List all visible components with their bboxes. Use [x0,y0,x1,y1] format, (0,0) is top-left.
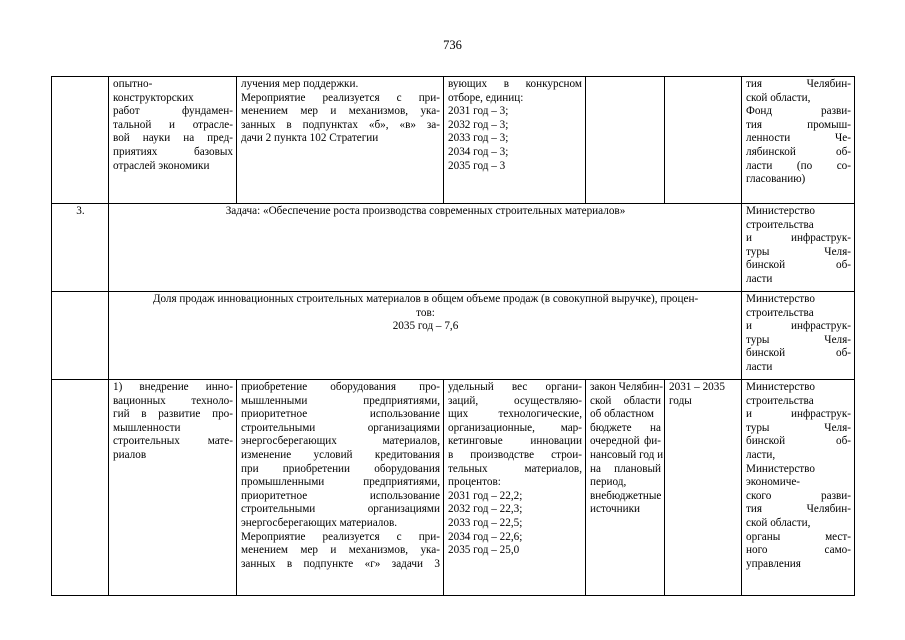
text-line: энергосберегающих материалов, [241,435,440,448]
cell-number [52,380,109,596]
text-line: риалов [113,448,147,461]
text-line: органы мест- [746,530,851,543]
text-line: Министерство [746,293,815,305]
text-line: об областном [590,408,654,421]
text-line: работ фундамен- [113,105,233,118]
text-line: приоритетное использование [241,408,440,421]
cell-funding [586,380,665,596]
text-line: мышленными предприятиями, [241,394,440,407]
cell-funding [586,77,665,204]
text-line: тия Челябин- [746,78,851,90]
text-line: занных в подпунктах «б», «в» за- [241,118,440,131]
cell-responsible [742,380,855,596]
cell-name [109,77,237,204]
text-line: мышленности [113,421,181,434]
text-line: вующих в конкурсном [448,78,582,90]
text-line: туры Челя- [746,333,851,346]
text-line: туры Челя- [746,245,851,258]
text-line: ласти, [746,448,776,461]
text-line: приоритетное использование [241,489,440,502]
text-line: ленности Че- [746,132,851,145]
text-line: заций, осуществляю- [448,394,582,407]
text-line: строительными организациями [241,503,440,516]
text-line: щих технологические, [448,408,582,421]
cell-responsible [742,292,855,380]
text-line: кетинговые инновации [448,435,582,448]
table-row [52,292,855,380]
text-line: менением мер и механизмов, ука- [241,105,440,118]
text-line: бинской об- [746,347,851,360]
text-line: лябинской об- [746,145,851,158]
text-line: опытно- [113,78,153,90]
text-line: бинской об- [746,259,851,272]
target-indicator [109,292,742,380]
text-line: ласти [746,272,773,285]
text-line: закон Челябин- [590,381,663,393]
text-line: энергосберегающих материалов. [241,516,398,529]
task-heading: Задача: «Обеспечение роста производства современных строительных материалов» [109,204,742,292]
text-line: Фонд разви- [746,105,851,118]
text-line: 2032 год – 22,3; [448,503,523,516]
text-line: очередной фи- [590,435,661,448]
text-line: 2032 год – 3; [448,118,509,131]
cell-measures [237,380,444,596]
text-line: 2031 год – 3; [448,105,509,118]
text-line: удельный вес органи- [448,381,582,393]
text-line: отборе, единиц: [448,91,524,104]
text-line: Министерство [746,381,815,393]
text-line: отраслей экономики [113,159,210,172]
text-line: источники [590,503,641,516]
table-row [52,204,855,292]
text-line: тальной и отрасле- [113,118,233,131]
text-line: лучения мер поддержки. [241,78,359,90]
cell-responsible [742,204,855,292]
cell-number: 3. [52,204,109,292]
text-line: 2031 год – 22,2; [448,489,523,502]
text-line: конструкторских [113,91,194,104]
text-line: ного само- [746,544,851,557]
text-line: тов: [416,306,435,319]
cell-term: 2031 – 2035 годы [665,380,742,596]
text-line: изменение условий кредитования [241,448,440,461]
text-line: гласованию) [746,173,806,186]
text-line: Доля продаж инновационных строительных материалов в общем объеме продаж (в совокупной выручке), процен- [152,293,699,305]
text-line: организационные, мар- [448,421,582,434]
text-line: строительными организациями [241,421,440,434]
text-line: период, [590,476,627,489]
text-line: 2035 год – 3 [448,159,506,172]
text-line: и инфраструк- [746,408,851,421]
text-line: и инфраструк- [746,232,851,245]
cell-number [52,292,109,380]
text-line: туры Челя- [746,421,851,434]
text-line: Министерство [746,205,815,217]
text-line: управления [746,557,801,570]
text-line: приятиях базовых [113,145,233,158]
table-row [52,380,855,596]
text-line: приобретение оборудования про- [241,381,440,393]
cell-name [109,380,237,596]
text-line: ласти (по со- [746,159,851,172]
text-line: 2034 год – 3; [448,145,509,158]
text-line: 2034 год – 22,6; [448,530,523,543]
text-line: тия промыш- [746,118,851,131]
measures-table [51,76,855,596]
text-line: Мероприятие реализуется с при- [241,91,440,104]
text-line: тия Челябин- [746,503,851,516]
text-line: и инфраструк- [746,320,851,333]
text-line: Министерство [746,462,815,475]
text-line: строительства [746,306,814,319]
text-line: процентов: [448,476,501,489]
text-line: гий в развитие про- [113,408,233,421]
text-line: промышленными предприятиями, [241,476,440,489]
text-line: внебюджетные [590,489,662,502]
text-line: 2033 год – 3; [448,132,509,145]
text-line: при приобретении оборудования [241,462,440,475]
text-line: ской области [590,394,661,407]
text-line: на плановый [590,462,661,475]
text-line: 2035 год – 25,0 [448,544,520,557]
text-line: бюджете на [590,421,661,434]
text-line: строительства [746,218,814,231]
text-line: ской области, [746,91,811,104]
cell-indicator [444,380,586,596]
text-line: ской области, [746,516,811,529]
text-line: нансовый год и [590,448,664,461]
page-number: 736 [443,38,462,52]
text-line: вационных техноло- [113,394,233,407]
text-line: занных в подпункте «г» задачи 3 [241,557,440,570]
text-line: 2033 год – 22,5; [448,516,523,529]
text-line: Мероприятие реализуется с при- [241,530,440,543]
text-line: ласти [746,360,773,373]
cell-measures [237,77,444,204]
table-row [52,77,855,204]
cell-number [52,77,109,204]
text-line: в производстве строи- [448,448,582,461]
text-line: строительства [746,394,814,407]
text-line: бинской об- [746,435,851,448]
cell-indicator [444,77,586,204]
text-line: ского разви- [746,489,851,502]
text-line: экономиче- [746,476,801,489]
text-line: 2035 год – 7,6 [392,320,459,333]
text-line: вой науки на пред- [113,132,233,145]
cell-term [665,77,742,204]
text-line: дачи 2 пункта 102 Стратегии [241,132,379,145]
text-line: строительных мате- [113,435,233,448]
text-line: 1) внедрение инно- [113,381,233,393]
text-line: тельных материалов, [448,462,582,475]
text-line: менением мер и механизмов, ука- [241,544,440,557]
cell-responsible [742,77,855,204]
